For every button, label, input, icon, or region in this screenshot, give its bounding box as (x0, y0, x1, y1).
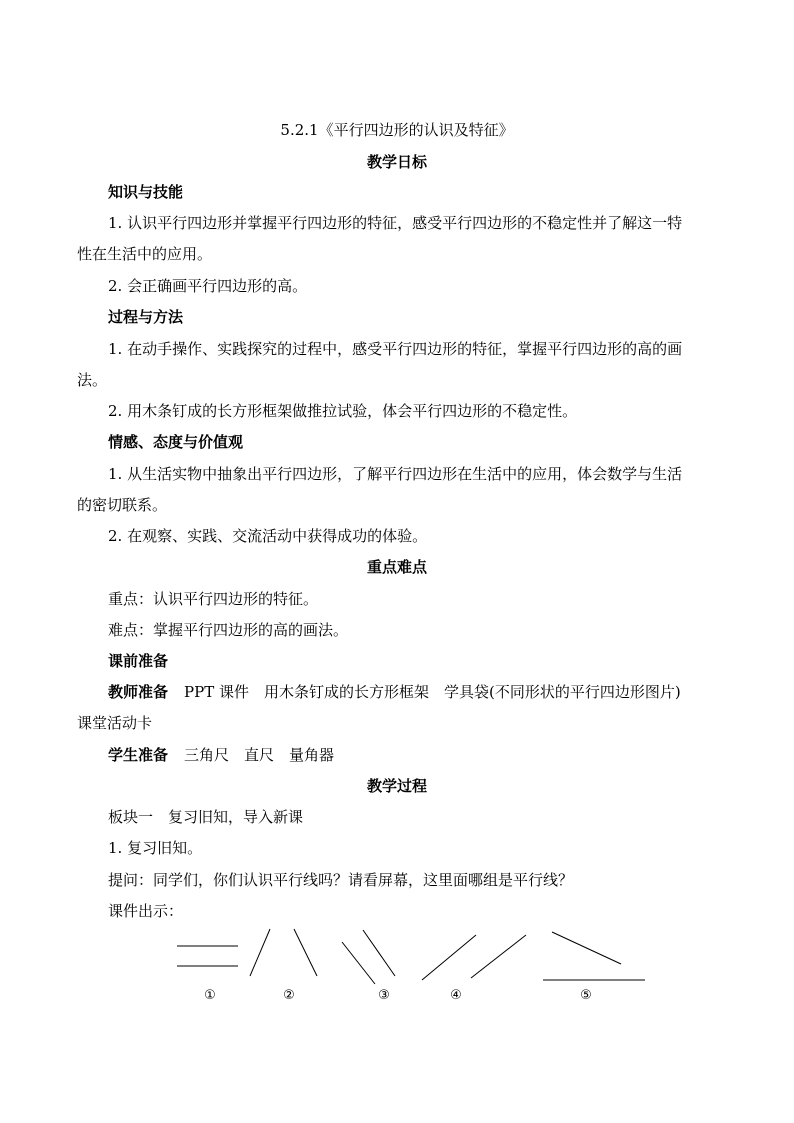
process-item-1-cont: 法。 (77, 371, 108, 389)
review-item: 1. 复习旧知。 (108, 839, 203, 857)
line-pair-2 (250, 929, 317, 976)
line-pair-3 (342, 930, 395, 984)
line-pair-4 (422, 935, 526, 980)
figure-label-4: ④ (450, 988, 462, 1003)
figure-label-3: ③ (378, 988, 390, 1003)
process-heading: 过程与方法 (108, 308, 184, 326)
process-title: 教学过程 (366, 777, 427, 795)
line-pair-1 (177, 946, 238, 966)
teacher-prep (108, 682, 681, 702)
emotion-item-1: 1. 从生活实物中抽象出平行四边形，了解平行四边形在生活中的应用，体会数学与生活 (108, 465, 683, 483)
knowledge-item-1-cont: 性在生活中的应用。 (77, 245, 213, 263)
teacher-prep-items: PPT 课件 用木条钉成的长方形框架 学具袋(不同形状的平行四边形图片) (184, 683, 681, 701)
key-heading: 重点难点 (366, 558, 427, 576)
line-pairs-figure (0, 920, 794, 1010)
student-prep-label: 学生准备 (108, 746, 169, 764)
goals-heading: 教学日标 (366, 153, 427, 171)
document-title: 5.2.1《平行四边形的认识及特征》 (280, 121, 514, 139)
figure-label-1: ① (204, 988, 216, 1003)
figure-label-5: ⑤ (580, 988, 592, 1003)
prep-heading: 课前准备 (108, 652, 169, 670)
block-1: 板块一 复习旧知，导入新课 (108, 808, 304, 826)
difficult-point: 难点：掌握平行四边形的高的画法。 (108, 621, 349, 639)
key-point: 重点：认识平行四边形的特征。 (108, 590, 319, 608)
figure-label-2: ② (283, 988, 295, 1003)
student-prep (108, 745, 334, 765)
emotion-item-1-cont: 的密切联系。 (77, 496, 168, 514)
knowledge-item-1: 1. 认识平行四边形并掌握平行四边形的特征，感受平行四边形的不稳定性并了解这一特 (108, 214, 683, 232)
emotion-heading: 情感、态度与价值观 (108, 433, 244, 451)
knowledge-heading: 知识与技能 (108, 183, 184, 201)
process-item-1: 1. 在动手操作、实践探究的过程中，感受平行四边形的特征，掌握平行四边形的高的画 (108, 340, 683, 358)
teacher-prep-cont: 课堂活动卡 (77, 714, 153, 732)
emotion-item-2: 2. 在观察、实践、交流活动中获得成功的体验。 (108, 527, 428, 545)
question: 提问：同学们，你们认识平行线吗？请看屏幕，这里面哪组是平行线？ (108, 871, 574, 889)
student-prep-items: 三角尺 直尺 量角器 (184, 746, 335, 764)
courseware: 课件出示： (108, 902, 184, 920)
knowledge-item-2: 2. 会正确画平行四边形的高。 (108, 277, 308, 295)
process-item-2: 2. 用木条钉成的长方形框架做推拉试验，体会平行四边形的不稳定性。 (108, 402, 578, 420)
line-pair-5 (543, 932, 645, 980)
teacher-prep-label: 教师准备 (108, 683, 169, 701)
